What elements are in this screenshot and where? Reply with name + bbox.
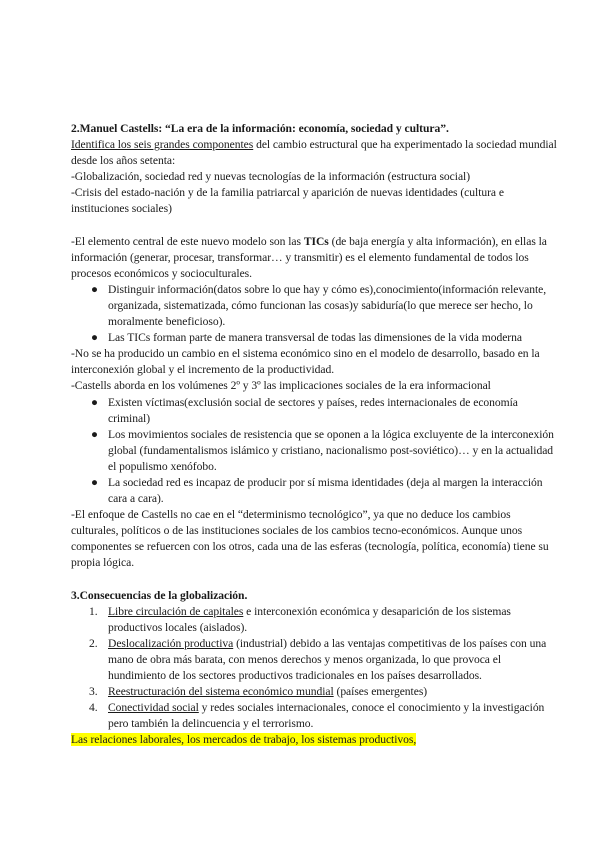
list-number: 1. bbox=[89, 604, 98, 618]
identifica-paragraph bbox=[71, 137, 560, 169]
list-item-text: (países emergentes) bbox=[333, 685, 428, 699]
tics-bold: TICs bbox=[303, 234, 329, 248]
bullet-dot-icon: ● bbox=[91, 282, 98, 296]
list-item-text: Existen víctimas(exclusión social de sectores y países, redes internacionales de economía criminal) bbox=[108, 395, 518, 425]
list-item bbox=[71, 475, 560, 507]
identifica-underlined: Identifica los seis grandes componentes bbox=[71, 138, 254, 152]
list-item bbox=[71, 604, 560, 636]
spacer bbox=[71, 218, 560, 234]
list-item-underlined: Reestructuración del sistema económico mundial bbox=[108, 685, 334, 699]
list-item-underlined: Conectividad social bbox=[108, 701, 199, 715]
list-item-text: La sociedad red es incapaz de producir por sí misma identidades (deja al margen la interacción cara a cara). bbox=[108, 475, 543, 506]
list-item-underlined: Libre circulación de capitales bbox=[108, 604, 244, 618]
crisis-line: -Crisis del estado-nación y de la familia patriarcal y aparición de nuevas identidades (cultura e instituciones sociales) bbox=[71, 186, 504, 216]
list-item bbox=[71, 427, 560, 475]
highlighted-text: Las relaciones laborales, los mercados de trabajo, los sistemas productivos, bbox=[71, 733, 417, 747]
list-item-text: Los movimientos sociales de resistencia que se oponen a la lógica excluyente de la interconexión global (fundamentalismos islámico y cristiano, nacionalismo post-soviético)… y en la actualidad el populismo xenófobo. bbox=[108, 427, 554, 473]
globalizacion-line: -Globalización, sociedad red y nuevas tecnologías de la información (estructura social) bbox=[71, 170, 471, 184]
list-item bbox=[71, 684, 560, 700]
list-item-text: Distinguir información(datos sobre lo que hay y cómo es),conocimiento(información relevante, organizada, sistematizada, cómo funcionan las cosas)y sabiduría(lo que merece ser hecho, lo moralmente beneficioso). bbox=[108, 282, 547, 329]
section-2-title: 2.Manuel Castells: “La era de la información: economía, sociedad y cultura”. bbox=[71, 122, 449, 135]
no-cambio-line: -No se ha producido un cambio en el sistema económico sino en el modelo de desarrollo, basado en la interconexión global y el incremento de la productividad. bbox=[71, 347, 540, 377]
list-item bbox=[71, 700, 560, 732]
list-number: 3. bbox=[89, 685, 98, 699]
bullet-dot-icon: ● bbox=[91, 427, 98, 441]
section-3-title: 3.Consecuencias de la globalización. bbox=[71, 588, 248, 602]
highlighted-line bbox=[71, 732, 560, 748]
list-number: 2. bbox=[89, 636, 98, 650]
spacer bbox=[71, 572, 560, 588]
list-number: 4. bbox=[89, 701, 98, 715]
bullet-dot-icon: ● bbox=[91, 395, 98, 409]
bullet-dot-icon: ● bbox=[91, 331, 98, 345]
tics-post: (de baja energía y alta información), en ellas la información (generar, procesar, transformar… y transmitir) es el elemento fundamental de todos los procesos económicos y socioculturales. bbox=[71, 234, 547, 280]
bullet-dot-icon: ● bbox=[91, 475, 98, 489]
list-item-text: y redes sociales internacionales, conoce el conocimiento y la investigación pero también la delincuencia y el terrorismo. bbox=[108, 701, 545, 731]
volumenes-line: -Castells aborda en los volúmenes 2º y 3º las implicaciones sociales de la era informacional bbox=[71, 379, 491, 393]
enfoque-paragraph: -El enfoque de Castells no cae en el “determinismo tecnológico”, ya que no deduce los cambios culturales, políticos o de las instituciones sociales de los cambios tecno-económicos. Aunque unos componentes se refuercen con los otros, cada una de las esferas (tecnología, política, economía) tiene su propia lógica. bbox=[71, 508, 549, 570]
list-item bbox=[71, 636, 560, 684]
tics-pre: -El elemento central de este nuevo modelo son las bbox=[71, 234, 304, 248]
consecuencias-numbered-list bbox=[71, 604, 560, 733]
list-item bbox=[71, 282, 560, 330]
tics-bullet-list bbox=[71, 282, 560, 346]
list-item bbox=[71, 330, 560, 346]
list-item-text: Las TICs forman parte de manera transversal de todas las dimensiones de la vida moderna bbox=[108, 331, 522, 345]
list-item-text: (industrial) debido a las ventajas competitivas de los países con una mano de obra más barata, con menos derechos y menos organizada, lo que provoca el hundimiento de los sectores productivos tradicionales en los países desarrollados. bbox=[108, 636, 547, 682]
list-item-underlined: Deslocalización productiva bbox=[108, 636, 234, 650]
identifica-rest: del cambio estructural que ha experimentado la sociedad mundial desde los años setenta: bbox=[71, 138, 557, 168]
tics-paragraph bbox=[71, 234, 560, 282]
implicaciones-bullet-list bbox=[71, 395, 560, 508]
list-item-text: e interconexión económica y desaparición de los sistemas productivos locales (aislados). bbox=[108, 604, 511, 634]
list-item bbox=[71, 395, 560, 427]
